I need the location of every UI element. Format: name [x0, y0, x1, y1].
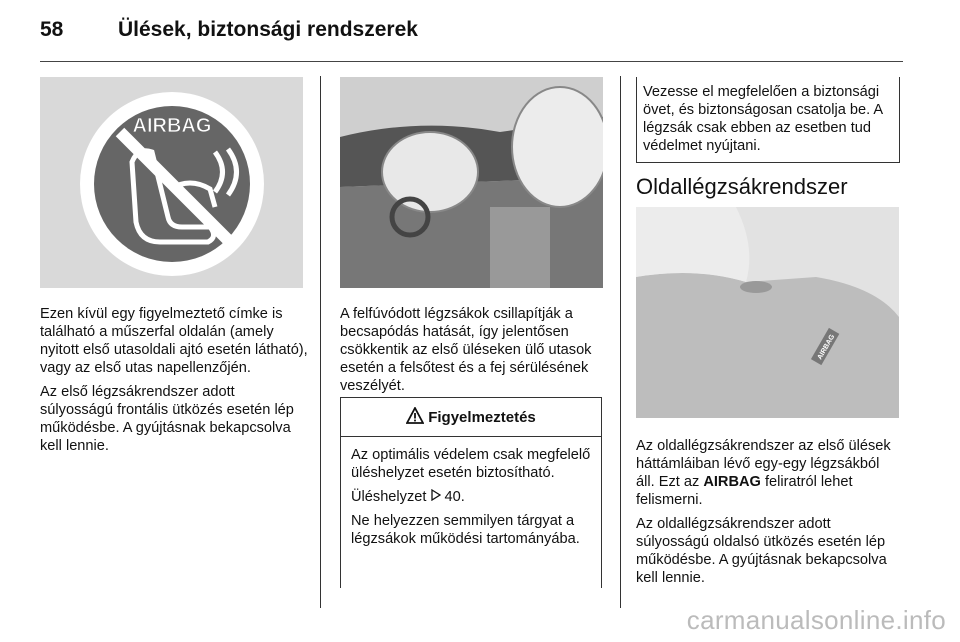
warning-paragraph-3: Ne helyezzen semmilyen tárgyat a légzsákok működési tartományába. [351, 513, 580, 547]
col1-paragraph-1: Ezen kívül egy figyelmeztető címke is található a műszerfal oldalán (amely nyitott első utasoldali ajtó esetén látható), vagy az első utas napellenzőjén. [40, 306, 308, 376]
warning-title: Figyelmeztetés [428, 408, 536, 426]
col2-paragraph: A felfúvódott légzsákok csillapítják a becsapódás hatását, így jelentősen csökkentik az első üléseken ülő utasok esetén a felsőtest és a fej sérülésének veszélyét. [340, 306, 592, 394]
airbag-warning-label-image [40, 77, 303, 288]
page-number: 58 [40, 18, 64, 41]
col1-text [40, 305, 310, 461]
col3-text [636, 437, 900, 593]
airbag-label-text: AIRBAG [132, 115, 212, 137]
airbag-bold-label: AIRBAG [703, 474, 761, 490]
seat-airbag-label: AIRBAG [816, 333, 837, 361]
page-title: Ülések, biztonsági rendszerek [118, 18, 418, 41]
section-heading: Oldallégzsákrendszer [636, 174, 848, 199]
seat-position-text: Üléshelyzet [351, 489, 431, 505]
warning-paragraph-2 [351, 488, 591, 506]
watermark: carmanualsonline.info [686, 605, 946, 635]
col1-paragraph-2: Az első légzsákrendszer adott súlyosságú frontális ütközés esetén lép működésbe. A gyújtásnak bekapcsolva kell lennie. [40, 384, 294, 454]
header-rule [40, 61, 903, 62]
col3-paragraph-2: Az oldallégzsákrendszer adott súlyosságú oldalsó ütközés esetén lép működésbe. A gyújtásnak bekapcsolva kell lennie. [636, 516, 887, 586]
column-divider-2 [620, 76, 621, 608]
col3-paragraph-1: Az oldallégzsákrendszer az első ülések háttámláiban lévő egy-egy légzsákból áll. Ezt az AIRBAG feliratról lehet felismerni. [636, 438, 891, 508]
warning-header [341, 398, 601, 437]
warning-paragraph-1: Az optimális védelem csak megfelelő üléshelyzet esetén biztosítható. [351, 447, 591, 481]
warning-triangle-icon [406, 407, 424, 428]
page-reference-icon[interactable] [431, 489, 441, 505]
note-box: Vezesse el megfelelően a biztonsági övet, és biztonságosan csatolja be. A légzsák csak ebben az esetben tud védelmet nyújtani. [636, 77, 900, 163]
column-divider-1 [320, 76, 321, 608]
deployed-airbags-image [340, 77, 603, 288]
page-reference-number[interactable]: 40. [440, 489, 465, 505]
warning-box [340, 397, 602, 588]
seat-airbag-image [636, 207, 899, 418]
warning-body [341, 437, 601, 548]
